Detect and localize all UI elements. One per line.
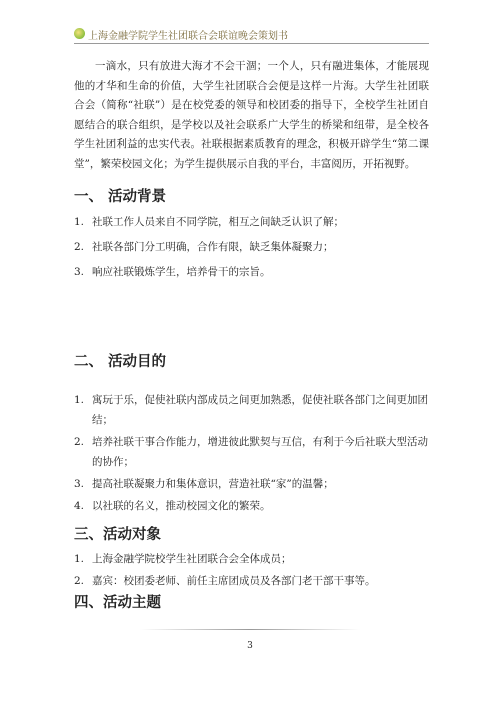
item-text: 响应社联锻炼学生，培养骨干的宗旨。 <box>92 266 271 278</box>
item-number: 2. <box>74 575 85 587</box>
background-list <box>74 212 429 282</box>
list-item <box>74 432 429 472</box>
list-item <box>74 237 429 257</box>
list-item <box>74 549 429 569</box>
item-text: 上海金融学院校学生社团联合会全体成员； <box>92 553 292 565</box>
list-item <box>74 212 429 232</box>
section-heading-audience: 三、活动对象 <box>74 526 161 543</box>
header-title: 上海金融学院学生社团联合会联谊晚会策划书 <box>88 31 288 42</box>
list-item <box>74 262 429 282</box>
item-number: 1. <box>74 216 85 228</box>
item-text: 以社联的名义，推动校园文化的繁荣。 <box>92 500 271 512</box>
purpose-list <box>74 390 429 516</box>
footer-divider <box>140 629 360 630</box>
item-number: 2. <box>74 241 85 253</box>
item-number: 1. <box>74 394 85 406</box>
item-number: 4. <box>74 500 85 512</box>
item-number: 3. <box>74 266 85 278</box>
header-divider <box>74 43 429 44</box>
item-text: 寓玩于乐，促使社联内部成员之间更加熟悉，促使社联各部门之间更加团结； <box>92 394 428 426</box>
page-header <box>74 25 429 47</box>
item-number: 2. <box>74 436 85 448</box>
item-number: 1. <box>74 553 85 565</box>
item-text: 嘉宾：校团委老师、前任主席团成员及各部门老干部干事等。 <box>92 575 376 587</box>
item-text: 提高社联凝聚力和集体意识，营造社联“家”的温馨； <box>92 478 334 490</box>
list-item <box>74 496 429 516</box>
intro-paragraph: 一滴水，只有放进大海才不会干涸；一个人，只有融进集体，才能展现他的才华和生命的价值，大学生社团联合会便是这样一片海。大学生社团联合会（简称“社联”）是在校党委的领导和校团委的指导下，全校学生社团自愿结合的联合组织，是学校以及社会联系广大学生的桥梁和纽带，是全校各学生社团利益的忠实代表。社联根据素质教育的理念，积极开辟学生“第二课堂”，繁荣校园文化；为学生提供展示自我的平台，丰富阅历，开拓视野。 <box>74 60 429 170</box>
list-item <box>74 474 429 494</box>
list-item <box>74 390 429 430</box>
list-item <box>74 571 429 591</box>
page-number: 3 <box>247 641 253 651</box>
section-heading-theme: 四、活动主题 <box>74 594 161 611</box>
item-text: 社联各部门分工明确，合作有限，缺乏集体凝聚力； <box>92 241 334 253</box>
item-text: 社联工作人员来自不同学院，相互之间缺乏认识了解； <box>92 216 344 228</box>
audience-list <box>74 549 429 591</box>
section-heading-background: 一、 活动背景 <box>74 188 167 205</box>
section-heading-purpose: 二、 活动目的 <box>74 353 167 370</box>
item-number: 3. <box>74 478 85 490</box>
item-text: 培养社联干事合作能力，增进彼此默契与互信，有利于今后社联大型活动的协作； <box>92 436 428 468</box>
school-logo-icon <box>74 28 85 39</box>
